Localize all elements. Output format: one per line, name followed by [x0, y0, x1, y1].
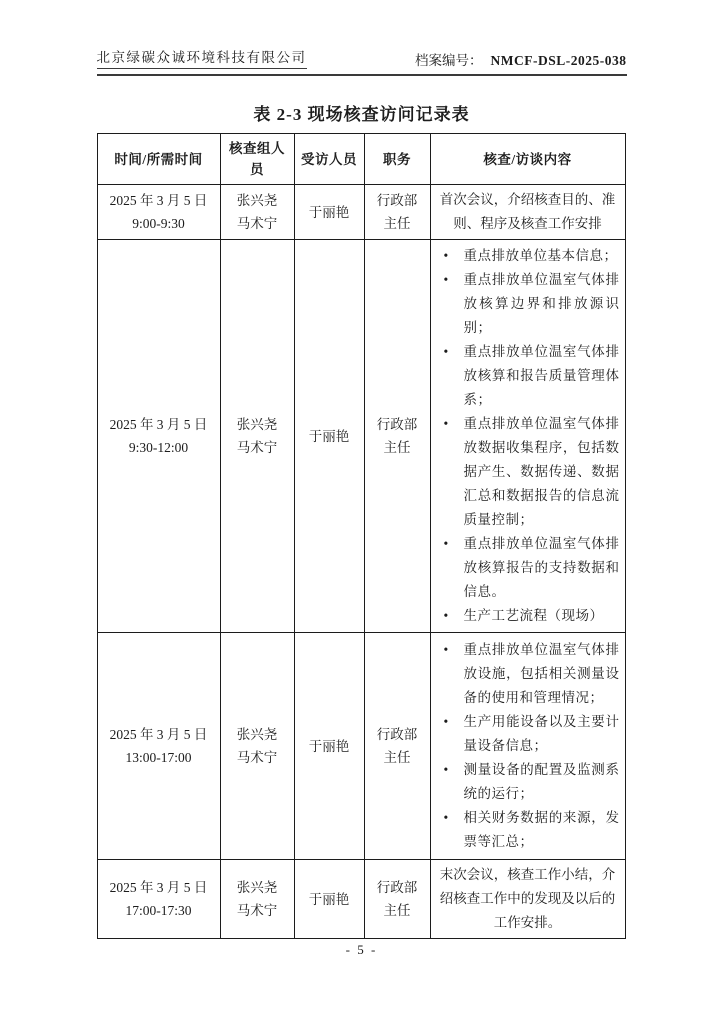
- team-member-name: 马术宁: [236, 216, 278, 231]
- content-cell: [430, 240, 625, 633]
- position-text: 主任: [383, 216, 411, 231]
- content-item-text: 重点排放单位温室气体排放核算报告的支持数据和信息。: [463, 536, 620, 599]
- content-bullet-item: [440, 806, 620, 854]
- content-text: 末次会议，核查工作小结，介绍核查工作中的发现及以后的工作安排。: [439, 867, 616, 930]
- table-body: [97, 185, 625, 939]
- archive-label: 档案编号：: [415, 53, 483, 68]
- time-cell: [97, 240, 220, 633]
- column-header-1: 核查组人员: [220, 134, 294, 185]
- team-cell: [220, 185, 294, 240]
- content-bullet-item: [440, 268, 620, 340]
- column-header-2: 受访人员: [294, 134, 364, 185]
- content-bullet-item: [440, 710, 620, 758]
- content-bullet-item: [440, 758, 620, 806]
- interviewee-cell: 于丽艳: [294, 185, 364, 240]
- content-bullet-item: [440, 244, 620, 268]
- team-member-name: 张兴尧: [236, 193, 278, 208]
- content-item-text: 重点排放单位温室气体排放核算和报告质量管理体系；: [463, 344, 620, 407]
- bullet-icon: •: [443, 762, 449, 777]
- table-title: 表 2-3 现场核查访问记录表: [253, 105, 470, 124]
- page-number: - 5 -: [345, 942, 378, 957]
- content-item-text: 测量设备的配置及监测系统的运行；: [463, 762, 620, 801]
- time-text: 13:00-17:00: [125, 750, 192, 765]
- position-cell: [364, 185, 430, 240]
- time-cell: [97, 185, 220, 240]
- content-item-text: 重点排放单位基本信息；: [463, 248, 618, 263]
- time-cell: [97, 633, 220, 860]
- table-row: [97, 860, 625, 939]
- team-member-name: 马术宁: [236, 903, 278, 918]
- team-member-name: 马术宁: [236, 750, 278, 765]
- bullet-icon: •: [443, 810, 449, 825]
- bullet-icon: •: [443, 536, 449, 551]
- interview-record-table: [97, 133, 626, 939]
- bullet-icon: •: [443, 272, 449, 287]
- date-text: 2025 年 3 月 5 日: [109, 417, 208, 432]
- content-cell: [430, 633, 625, 860]
- content-bullet-item: [440, 532, 620, 604]
- content-item-text: 重点排放单位温室气体排放核算边界和排放源识别；: [463, 272, 620, 335]
- position-cell: [364, 240, 430, 633]
- time-text: 9:00-9:30: [132, 216, 185, 231]
- column-header-0: 时间/所需时间: [97, 134, 220, 185]
- content-bullet-item: [440, 340, 620, 412]
- date-text: 2025 年 3 月 5 日: [109, 193, 208, 208]
- position-cell: [364, 860, 430, 939]
- column-header-4: 核查/访谈内容: [430, 134, 625, 185]
- content-item-text: 相关财务数据的来源，发票等汇总；: [463, 810, 620, 849]
- content-bullet-list: [432, 241, 624, 631]
- content-text: 首次会议，介绍核查目的、准则、程序及核查工作安排: [439, 192, 616, 231]
- team-member-name: 张兴尧: [236, 727, 278, 742]
- table-header-row: [97, 134, 625, 185]
- bullet-icon: •: [443, 248, 449, 263]
- content-bullet-item: [440, 604, 620, 628]
- content-item-text: 重点排放单位温室气体排放数据收集程序，包括数据产生、数据传递、数据汇总和数据报告的信息流质量控制；: [463, 416, 620, 527]
- column-header-3: 职务: [364, 134, 430, 185]
- date-text: 2025 年 3 月 5 日: [109, 727, 208, 742]
- archive-number-field: [415, 49, 627, 69]
- content-cell: [430, 860, 625, 939]
- team-cell: [220, 240, 294, 633]
- position-cell: [364, 633, 430, 860]
- position-text: 主任: [383, 440, 411, 455]
- content-bullet-item: [440, 638, 620, 710]
- bullet-icon: •: [443, 642, 449, 657]
- table-row: [97, 240, 625, 633]
- bullet-icon: •: [443, 714, 449, 729]
- time-text: 17:00-17:30: [125, 903, 192, 918]
- archive-number: NMCF-DSL-2025-038: [490, 53, 627, 68]
- team-cell: [220, 633, 294, 860]
- document-page: [97, 0, 627, 939]
- content-bullet-list: [432, 635, 624, 857]
- table-row: [97, 633, 625, 860]
- time-cell: [97, 860, 220, 939]
- team-member-name: 张兴尧: [236, 417, 278, 432]
- table-row: [97, 185, 625, 240]
- team-member-name: 马术宁: [236, 440, 278, 455]
- position-text: 行政部: [376, 193, 418, 208]
- position-text: 行政部: [376, 880, 418, 895]
- bullet-icon: •: [443, 608, 449, 623]
- company-name: 北京绿碳众诚环境科技有限公司: [97, 46, 307, 69]
- team-cell: [220, 860, 294, 939]
- interviewee-cell: 于丽艳: [294, 860, 364, 939]
- bullet-icon: •: [443, 416, 449, 431]
- content-item-text: 生产工艺流程（现场）: [463, 608, 604, 623]
- time-text: 9:30-12:00: [128, 440, 189, 455]
- document-header: [97, 46, 627, 76]
- content-cell: [430, 185, 625, 240]
- position-text: 主任: [383, 903, 411, 918]
- team-member-name: 张兴尧: [236, 880, 278, 895]
- position-text: 行政部: [376, 727, 418, 742]
- content-item-text: 重点排放单位温室气体排放设施，包括相关测量设备的使用和管理情况；: [463, 642, 620, 705]
- interviewee-cell: 于丽艳: [294, 240, 364, 633]
- content-item-text: 生产用能设备以及主要计量设备信息；: [463, 714, 620, 753]
- position-text: 行政部: [376, 417, 418, 432]
- interviewee-cell: 于丽艳: [294, 633, 364, 860]
- content-bullet-item: [440, 412, 620, 532]
- date-text: 2025 年 3 月 5 日: [109, 880, 208, 895]
- position-text: 主任: [383, 750, 411, 765]
- bullet-icon: •: [443, 344, 449, 359]
